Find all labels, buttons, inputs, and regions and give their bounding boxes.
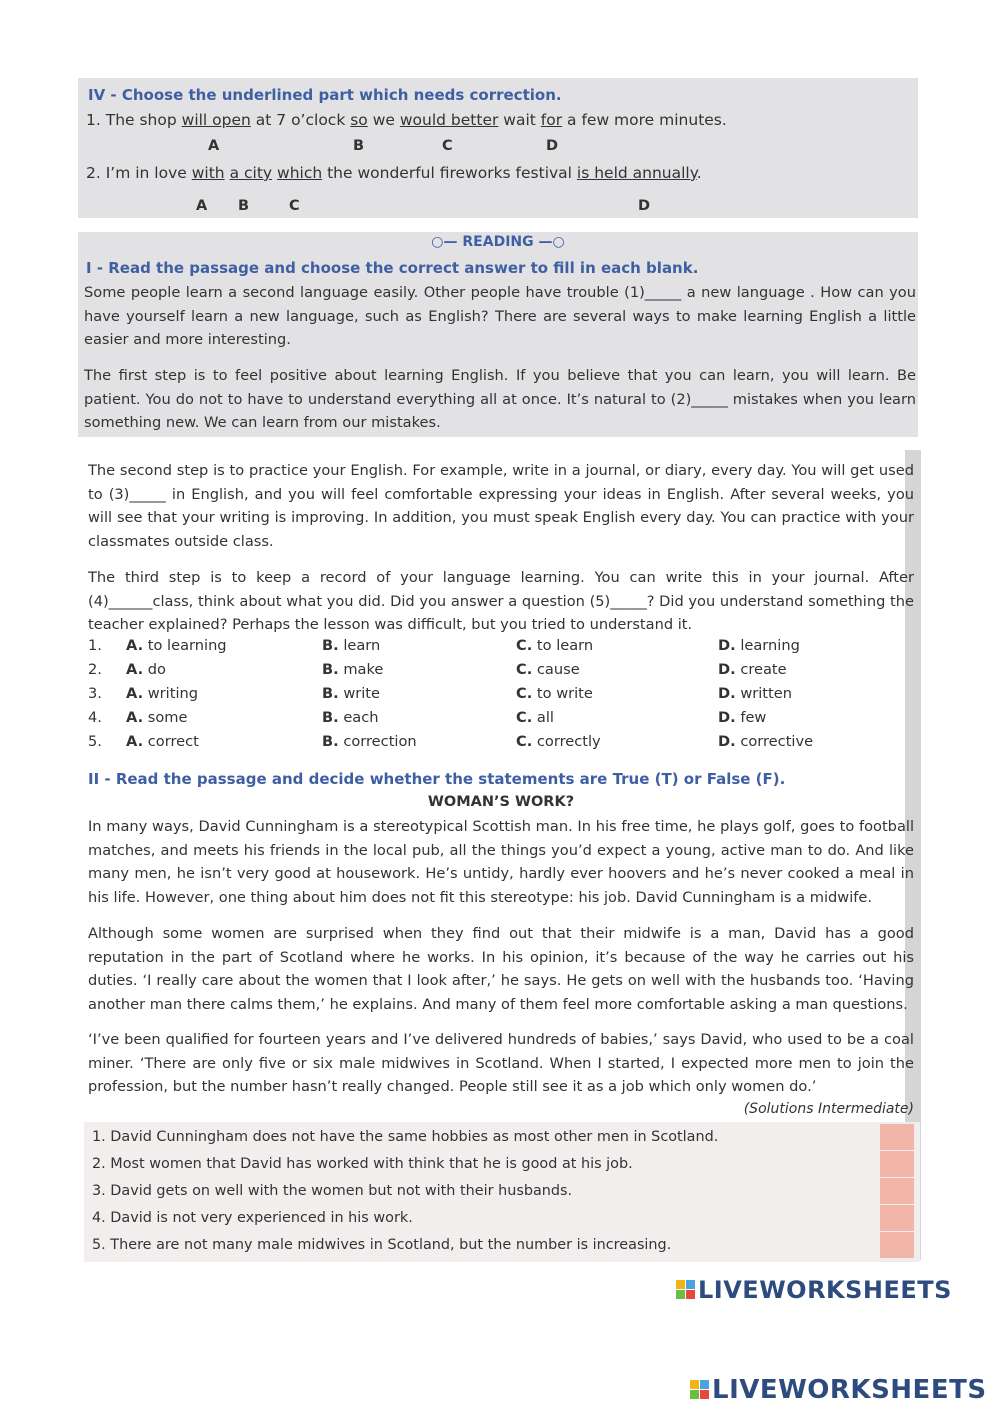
- question-iv-2: 2. I’m in love with a city which the wonderful fireworks festival is held annually.: [86, 164, 702, 182]
- option-d[interactable]: D. corrective: [718, 733, 814, 750]
- brand-logo-footer: LIVEWORKSHEETS: [690, 1375, 987, 1405]
- option-b[interactable]: B. each: [322, 709, 379, 726]
- underline-c: would better: [399, 111, 499, 129]
- option-row: 4. A. some B. each C. all D. few: [88, 709, 767, 726]
- underline-d: for: [540, 111, 563, 129]
- underline-c: which: [277, 164, 323, 182]
- section-iv-heading: IV - Choose the underlined part which needs correction.: [88, 86, 562, 104]
- option-c[interactable]: C. to learn: [516, 637, 594, 654]
- option-d[interactable]: D. learning: [718, 637, 800, 654]
- option-c[interactable]: C. cause: [516, 661, 580, 678]
- letter-d: D: [638, 198, 651, 214]
- answer-box[interactable]: [880, 1205, 914, 1231]
- option-a[interactable]: A. do: [126, 661, 166, 678]
- letter-a: A: [208, 138, 220, 154]
- answer-box[interactable]: [880, 1151, 914, 1177]
- passage-paragraph: The first step is to feel positive about learning English. If you believe that you can learn, you will learn. Be patient. You do not to have to understand everything all at once. It’s natural to (2)_____ mistakes when you learn something new. We can learn from our mistakes.: [84, 367, 916, 431]
- underline-d: is held annually: [576, 164, 697, 182]
- statement-row: 3. David gets on well with the women but not with their husbands.: [92, 1178, 914, 1205]
- passage-paragraph: Although some women are surprised when they find out that their midwife is a man, David has a good reputation in the part of Scotland where he works. In his opinion, it’s because of the way he carries out his duties. ‘I really care about the women that I look after,’ he says. He gets on well with the husbands too. ‘Having another man there calms them,’ he explains. And many of them feel more comfortable asking a man questions.: [88, 925, 914, 1013]
- underline-b: so: [350, 111, 368, 129]
- option-a[interactable]: A. writing: [126, 685, 199, 702]
- brand-logo: LIVEWORKSHEETS: [676, 1276, 952, 1304]
- answer-box[interactable]: [880, 1124, 914, 1150]
- option-row: 3. A. writing B. write C. to write D. written: [88, 685, 792, 702]
- passage-paragraph: The third step is to keep a record of your language learning. You can write this in your journal. After (4)______class, think about what you did. Did you answer a question (5)_____? Did you understand something the teacher explained? Perhaps the lesson was difficult, but you tried to understand it.: [88, 569, 914, 633]
- option-b[interactable]: B. write: [322, 685, 381, 702]
- statement-row: 2. Most women that David has worked with think that he is good at his job.: [92, 1151, 914, 1178]
- option-a[interactable]: A. some: [126, 709, 188, 726]
- option-row: 5. A. correct B. correction C. correctly D. corrective: [88, 733, 814, 750]
- letter-c: C: [442, 138, 453, 154]
- liveworksheets-logo-icon: [690, 1380, 710, 1400]
- part1-heading: I - Read the passage and choose the correct answer to fill in each blank.: [86, 259, 699, 277]
- option-row: 1. A. to learning B. learn C. to learn D. learning: [88, 637, 800, 654]
- passage-paragraph: Some people learn a second language easily. Other people have trouble (1)_____ a new language . How can you have yourself learn a new language, such as English? There are several ways to make learning English a little easier and more interesting.: [84, 284, 916, 348]
- answer-box[interactable]: [880, 1178, 914, 1204]
- letter-a: A: [196, 198, 208, 214]
- option-d[interactable]: D. few: [718, 709, 767, 726]
- option-b[interactable]: B. learn: [322, 637, 381, 654]
- letter-d: D: [546, 138, 559, 154]
- option-a[interactable]: A. correct: [126, 733, 199, 750]
- option-d[interactable]: D. create: [718, 661, 787, 678]
- option-row: 2. A. do B. make C. cause D. create: [88, 661, 787, 678]
- liveworksheets-logo-icon: [676, 1280, 696, 1300]
- statement-row: 5. There are not many male midwives in Scotland, but the number is increasing.: [92, 1232, 914, 1259]
- statement-row: 4. David is not very experienced in his work.: [92, 1205, 914, 1232]
- source-citation: (Solutions Intermediate): [743, 1101, 914, 1117]
- passage-paragraph: In many ways, David Cunningham is a stereotypical Scottish man. In his free time, he plays golf, goes to football matches, and meets his friends in the local pub, all the things you’d expect a young, active man to do. And like many men, he isn’t very good at housework. He’s untidy, hardly ever hoovers and he’s never cooked a meal in his life. However, one thing about him does not fit this stereotype: his job. David Cunningham is a midwife.: [88, 818, 914, 906]
- option-c[interactable]: C. to write: [516, 685, 593, 702]
- option-b[interactable]: B. make: [322, 661, 384, 678]
- line-circle-icon: —○: [538, 234, 565, 250]
- passage-paragraph: ‘I’ve been qualified for fourteen years and I’ve delivered hundreds of babies,’ says David, who used to be a coal miner. ‘There are only five or six male midwives in Scotland. When I started, I expected more men to join the profession, but the number hasn’t really changed. People still see it as a job which only women do.’: [88, 1031, 914, 1095]
- answer-options: [88, 637, 888, 757]
- part2-title: WOMAN’S WORK?: [427, 794, 575, 810]
- circle-line-icon: ○—: [431, 234, 458, 250]
- option-b[interactable]: B. correction: [322, 733, 417, 750]
- letter-c: C: [289, 198, 300, 214]
- statement-row: 1. David Cunningham does not have the same hobbies as most other men in Scotland.: [92, 1124, 914, 1151]
- option-c[interactable]: C. correctly: [516, 733, 601, 750]
- option-c[interactable]: C. all: [516, 709, 554, 726]
- part2-heading: II - Read the passage and decide whether the statements are True (T) or False (F).: [88, 770, 786, 788]
- letter-b: B: [238, 198, 250, 214]
- answer-box[interactable]: [880, 1232, 914, 1258]
- option-d[interactable]: D. written: [718, 685, 792, 702]
- underline-b: a city: [229, 164, 273, 182]
- passage-paragraph: The second step is to practice your English. For example, write in a journal, or diary, every day. You will get used to (3)_____ in English, and you will feel comfortable expressing your ideas in English. After several weeks, you will see that your writing is improving. In addition, you must speak English every day. You can practice with your classmates outside class.: [88, 462, 914, 550]
- reading-title: ○— READING —○: [431, 234, 565, 250]
- statements-list: [92, 1124, 914, 1259]
- question-iv-1: 1. The shop will open at 7 o’clock so we would better wait for a few more minutes.: [86, 111, 727, 129]
- underline-a: with: [191, 164, 225, 182]
- option-a[interactable]: A. to learning: [126, 637, 227, 654]
- letter-b: B: [353, 138, 365, 154]
- underline-a: will open: [181, 111, 251, 129]
